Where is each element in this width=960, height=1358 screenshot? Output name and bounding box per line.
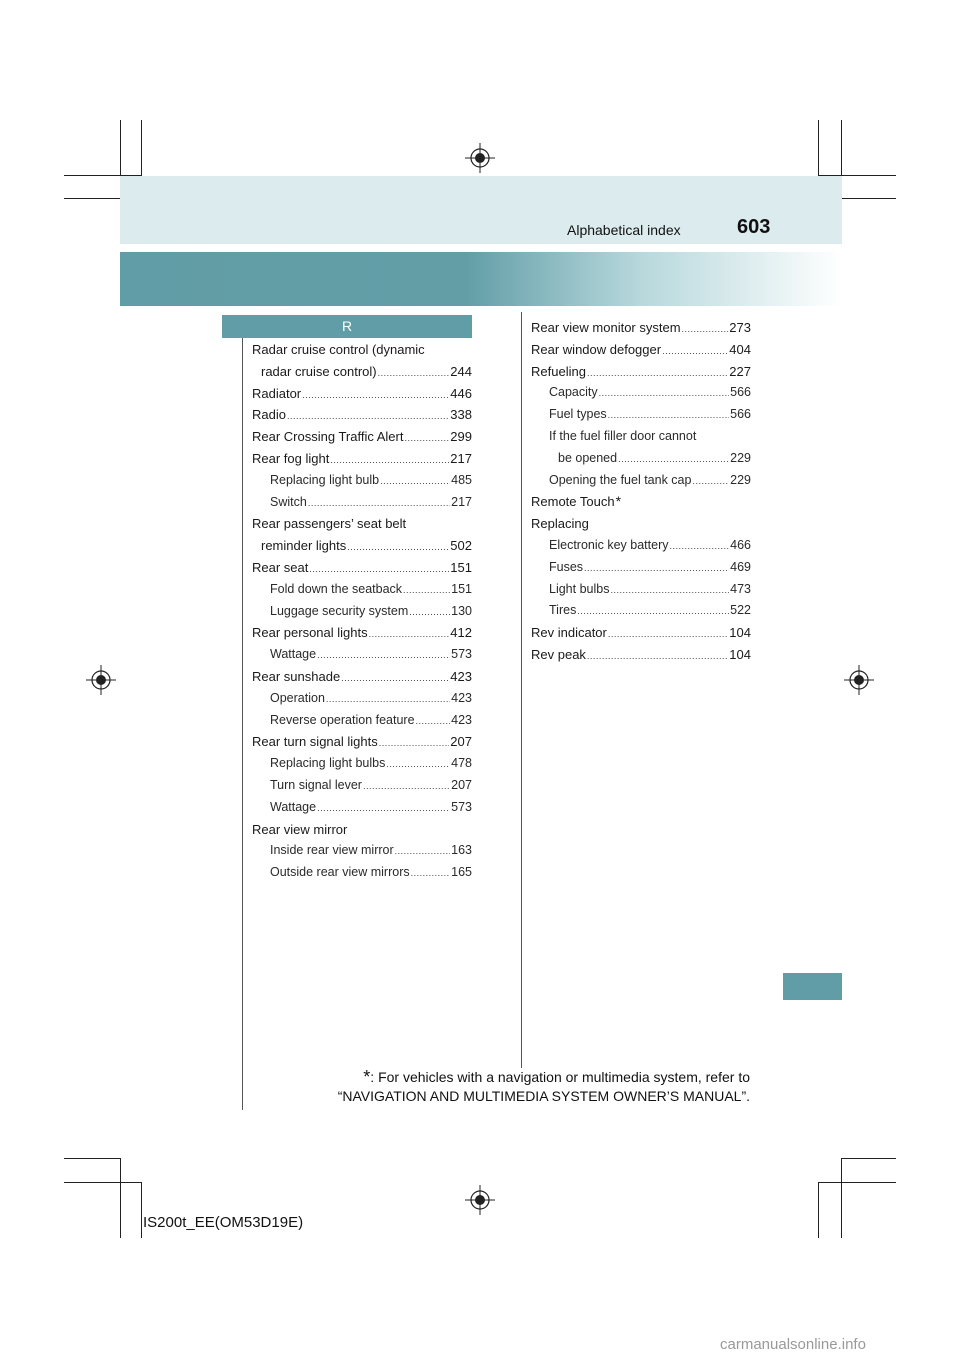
leader-dots [317,645,450,667]
leader-dots [608,624,728,646]
index-entry-label: Rear view monitor system [531,320,681,335]
index-entry-label: Turn signal lever [270,777,362,792]
index-entry-label: Capacity [549,385,598,400]
index-entry-label: Rear sunshade [252,668,341,684]
leader-dots [416,711,451,733]
index-entry [252,753,472,775]
index-entry [531,622,751,644]
index-entry [252,840,472,862]
crop-mark [64,198,120,199]
crop-mark [141,1182,142,1238]
index-entry-page: 412 [450,625,472,641]
index-entry-label: Replacing light bulb [270,472,380,487]
index-entry [252,644,472,666]
index-entry-label: Rear turn signal lights [252,734,378,750]
index-entry [252,404,472,426]
leader-dots [682,319,729,341]
index-entry-page: 423 [451,690,472,705]
leader-dots [308,493,450,515]
index-entry-label: Rear window defogger [531,341,662,357]
index-entry [252,862,472,884]
index-entry-label: Light bulbs [549,581,610,596]
index-entry-page: 522 [730,603,751,618]
index-entry-label: radar cruise control) [261,363,377,379]
index-entry [531,339,751,361]
index-entry-label: Replacing [531,516,589,532]
index-entry [252,797,472,819]
leader-dots [378,363,450,385]
watermark: carmanualsonline.info [720,1336,866,1353]
leader-dots [587,646,728,668]
index-entry [252,775,472,797]
index-entry-label: Rear view mirror [252,821,348,837]
index-entry-label: Rear Crossing Traffic Alert [252,429,404,445]
index-entry [252,535,472,557]
index-entry-page: 227 [729,363,751,379]
crop-mark [818,1182,896,1183]
index-entry-page: 217 [451,494,472,509]
leader-dots [326,689,450,711]
index-entry [252,557,472,579]
index-entry [531,361,751,383]
index-entry-page: 244 [450,363,472,379]
index-entry [252,339,472,361]
index-entry: Remote Touch * [531,491,751,513]
index-entry-page: 165 [451,865,472,880]
leader-dots [395,841,451,863]
index-entry [531,579,751,601]
leader-dots [662,341,728,363]
index-entry-page: 207 [450,734,472,750]
index-entry [531,382,751,404]
index-entry-page: 573 [451,647,472,662]
footnote-asterisk: * [363,1067,371,1087]
index-entry [531,513,751,535]
index-entry [531,317,751,339]
index-entry-label: Wattage [270,799,317,814]
index-entry [252,579,472,601]
index-entry-label: Switch [270,494,307,509]
index-entry [531,600,751,622]
index-entry-label: Fuel types [549,407,607,422]
index-entry-label: Luggage security system [270,603,409,618]
index-entry-page: 338 [450,407,472,423]
index-entry-label: Fold down the seatback [270,581,403,596]
index-entry [252,819,472,841]
index-entry-label: Fuses [549,559,584,574]
leader-dots [317,798,450,820]
index-entry [252,361,472,383]
leader-dots [380,471,450,493]
leader-dots [347,537,449,559]
index-entry [531,448,751,470]
index-entry-page: 273 [729,320,751,335]
registration-mark-icon [844,665,874,695]
column-divider-center [521,312,522,1068]
index-entry-label: be opened [558,450,618,465]
footnote-line-1: : For vehicles with a navigation or multimedia system, refer to [370,1069,750,1085]
index-entry-page: 104 [729,625,751,641]
index-entry [531,557,751,579]
leader-dots [577,601,729,623]
index-entry-label: Radiator [252,385,302,401]
index-entry-label: Opening the fuel tank cap [549,472,692,487]
index-entry-label: Rear passengers’ seat belt [252,516,407,532]
index-entry [252,492,472,514]
index-entry-page: 566 [730,407,751,422]
leader-dots [587,363,728,385]
leader-dots [411,863,451,885]
index-entry [252,426,472,448]
leader-dots [404,428,449,450]
index-entry [531,535,751,557]
index-entry-label: Refueling [531,363,586,379]
index-entry-label: Electronic key battery [549,537,669,552]
index-column-right [531,317,751,666]
index-entry-page: 207 [451,777,472,792]
crop-mark [841,1158,896,1159]
index-entry-page: 566 [730,385,751,400]
section-letter-badge: R [222,315,472,338]
crop-mark [841,198,896,199]
index-entry-label: reminder lights [261,538,347,554]
index-entry [252,383,472,405]
index-entry-label: Inside rear view mirror [270,843,394,858]
leader-dots [599,383,730,405]
index-entry-label: Rear seat [252,559,309,575]
index-entry-page: 502 [450,538,472,554]
index-entry-page: 573 [451,799,472,814]
index-entry-page: 229 [730,472,751,487]
index-entry-label: Radio [252,407,286,423]
page-title: Alphabetical index [567,222,681,238]
index-entry-label: Rev indicator [531,625,607,641]
index-entry [531,426,751,448]
index-entry-label: Wattage [270,647,317,662]
crop-mark [120,1158,121,1238]
index-entry-page: 299 [450,429,472,445]
index-entry [252,601,472,623]
index-entry-page: 446 [450,385,472,401]
leader-dots [386,754,450,776]
crop-mark [818,1182,819,1238]
leader-dots [302,385,449,407]
document-code: IS200t_EE(OM53D19E) [143,1214,304,1231]
leader-dots [341,668,449,690]
leader-dots [309,559,449,581]
index-entry-label: Replacing light bulbs [270,756,386,771]
index-entry-label: Rear personal lights [252,625,368,641]
leader-dots [363,776,450,798]
index-entry-page: 404 [729,341,751,357]
index-entry-label: Radar cruise control (dynamic [252,342,425,357]
index-entry-page: 469 [730,559,751,574]
leader-dots [692,471,729,493]
index-entry-label: Remote Touch [531,494,615,510]
index-entry-page: 423 [451,712,472,727]
index-entry-page: 104 [729,646,751,662]
leader-dots [287,406,449,428]
index-entry-page: 151 [451,581,472,596]
index-entry-page: 423 [450,668,472,684]
index-entry-label: Outside rear view mirrors [270,865,410,880]
index-entry-label: Operation [270,690,325,705]
leader-dots [409,602,450,624]
leader-dots [610,580,729,602]
index-entry [252,448,472,470]
index-entry-label: Tires [549,603,577,618]
index-entry [252,731,472,753]
leader-dots [403,580,450,602]
header-gradient-bar [120,252,842,306]
crop-mark [841,1158,842,1238]
index-entry [252,513,472,535]
crop-mark [818,120,819,175]
leader-dots [608,405,729,427]
crop-mark [141,120,142,175]
footnote-line-2: “NAVIGATION AND MULTIMEDIA SYSTEM OWNER’S MANUAL”. [337,1088,750,1104]
registration-mark-icon [465,1185,495,1215]
index-entry [252,688,472,710]
index-entry-page: 478 [451,756,472,771]
header-band [120,176,842,244]
leader-dots [379,733,450,755]
registration-mark-icon [465,143,495,173]
index-entry-page: 473 [730,581,751,596]
column-divider-left [242,338,243,1110]
index-column-left [252,339,472,884]
index-entry [252,710,472,732]
index-entry [252,622,472,644]
index-entry-page: 466 [730,537,751,552]
index-entry-page: 151 [450,559,472,575]
leader-dots [369,624,450,646]
index-entry-page: 130 [451,603,472,618]
index-entry-label: Rear fog light [252,450,330,466]
index-entry [531,470,751,492]
index-entry-label: Reverse operation feature [270,712,415,727]
crop-mark [64,1158,120,1159]
index-entry-page: 217 [450,450,472,466]
leader-dots [670,536,730,558]
index-entry [531,404,751,426]
thumb-index-tab [783,973,842,1000]
leader-dots [330,450,449,472]
index-entry [252,470,472,492]
index-entry-label: Rev peak [531,646,586,662]
leader-dots [618,449,729,471]
crop-mark [64,1182,142,1183]
index-entry-label: If the fuel filler door cannot [549,428,697,443]
footnote [338,1068,750,1106]
index-entry [252,666,472,688]
registration-mark-icon [86,665,116,695]
page-number: 603 [737,216,771,238]
index-entry-page: 229 [730,450,751,465]
index-entry-page: 485 [451,472,472,487]
leader-dots [584,558,729,580]
index-entry [531,644,751,666]
index-entry-page: 163 [451,843,472,858]
